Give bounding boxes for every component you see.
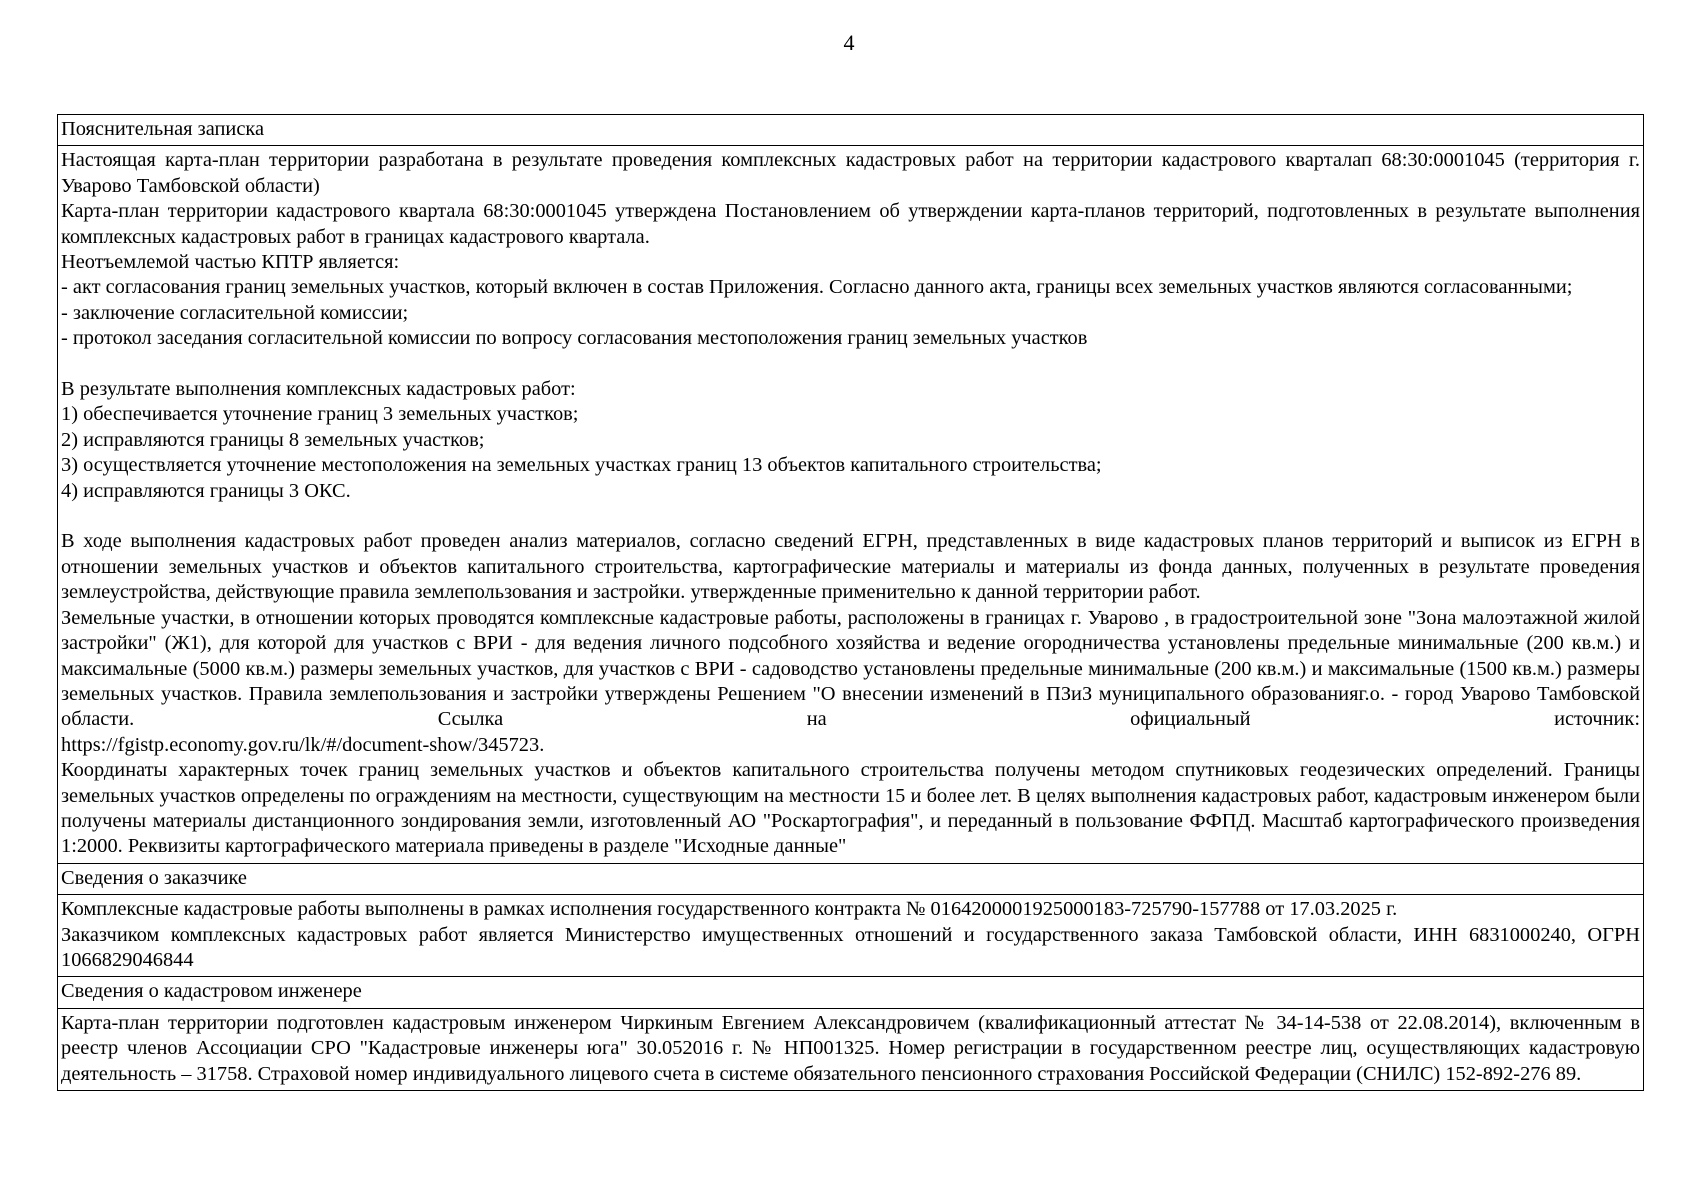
section-title-engineer: Сведения о кадастровом инженере: [61, 980, 362, 1003]
section-title-explanatory: Пояснительная записка: [61, 118, 265, 140]
paragraph: Координаты характерных точек границ земельных участков и объектов капитального строительства получены методом спутниковых геодезических определений. Границы земельных участков определены по ограждениям на местности, существующим на местности 15 и более лет. В целях выполнения кадастровых работ, кадастровым инженером были получены материалы дистанционного зондирования земли, изготовленный АО "Роскартография", и переданный в пользование ФФПД. Масштаб картографического произведения 1:2000. Реквизиты картографического материала приведены в разделе "Исходные данные": [61, 759, 1640, 858]
engineer-body-cell: [58, 1008, 1643, 1090]
paragraph: Карта-план территории кадастрового квартала 68:30:0001045 утверждена Постановлением об утверждении карта-планов территорий, подготовленных в результате выполнения комплексных кадастровых работ в границах кадастрового квартала.: [61, 200, 1640, 248]
customer-body-cell: [58, 894, 1643, 976]
paragraph: - акт согласования границ земельных участков, который включен в состав Приложения. Согласно данного акта, границы всех земельных участков являются согласованными;: [61, 276, 1573, 299]
list-item: 3) осуществляется уточнение местоположения на земельных участках границ 13 объектов капитального строительства;: [61, 454, 1102, 477]
list-item: 2) исправляются границы 8 земельных участков;: [61, 428, 485, 451]
paragraph: - заключение согласительной комиссии;: [61, 301, 409, 324]
customer-header-cell: [58, 863, 1643, 894]
section-title-customer: Сведения о заказчике: [61, 866, 247, 889]
blank-line: [61, 504, 1640, 529]
explanatory-header-cell: [58, 115, 1643, 145]
source-link-text: https://fgistp.economy.gov.ru/lk/#/document-show/345723.: [61, 733, 545, 756]
blank-line: [61, 352, 1640, 377]
paragraph: - протокол заседания согласительной комиссии по вопросу согласования местоположения границ земельных участков: [61, 327, 1088, 350]
paragraph: Настоящая карта-план территории разработана в результате проведения комплексных кадастровых работ на территории кадастрового кварталап 68:30:0001045 (территория г. Уварово Тамбовской области): [61, 149, 1640, 197]
paragraph: В ходе выполнения кадастровых работ проведен анализ материалов, согласно сведений ЕГРН, представленных в виде кадастровых планов территорий и выписок из ЕГРН в отношении земельных участков и объектов капитального строительства, картографические материалы и материалы из фонда данных, полученных в результате проведения землеустройства, действующие правила землепользования и застройки. утвержденные применительно к данной территории работ.: [61, 530, 1640, 604]
paragraph: В результате выполнения комплексных кадастровых работ:: [61, 378, 576, 401]
page-number: 4: [843, 30, 855, 55]
engineer-header-cell: [58, 976, 1643, 1007]
paragraph: Земельные участки, в отношении которых проводятся комплексные кадастровые работы, расположены в границах г. Уварово , в градостроительной зоне "Зона малоэтажной жилой застройки" (Ж1), для которой для участков с ВРИ - для ведения личного подсобного хозяйства и ведение огородничества установлены предельные минимальные (200 кв.м.) и максимальные (5000 кв.м.) размеры земельных участков, для участков с ВРИ - садоводство установлены предельные минимальные (200 кв.м.) и максимальные (1500 кв.м.) размеры земельных участков. Правила землепользования и застройки утверждены Решением "О внесении изменений в ПЗиЗ муниципального образованияг.о. - город Уварово Тамбовской области. Ссылка на официальный источник:: [61, 606, 1640, 731]
paragraph: Заказчиком комплексных кадастровых работ является Министерство имущественных отношений и государственного заказа Тамбовской области, ИНН 6831000240, ОГРН 1066829046844: [61, 923, 1640, 971]
paragraph: Карта-план территории подготовлен кадастровым инженером Чиркиным Евгением Александровичем (квалификационный аттестат № 34-14-538 от 22.08.2014), включенным в реестр членов Ассоциации СРО "Кадастровые инженеры юга" 30.052016 г. № НП001325. Номер регистрации в государственном реестре лиц, осуществляющих кадастровую деятельность – 31758. Страховой номер индивидуального лицевого счета в системе обязательного пенсионного страхования Российской Федерации (СНИЛС) 152-892-276 89.: [61, 1011, 1640, 1085]
document-table: [57, 114, 1644, 1091]
list-item: 1) обеспечивается уточнение границ 3 земельных участков;: [61, 403, 579, 426]
paragraph: Комплексные кадастровые работы выполнены в рамках исполнения государственного контракта № 0164200001925000183-725790-157788 от 17.03.2025 г.: [61, 898, 1398, 921]
paragraph: Неотъемлемой частью КПТР является:: [61, 251, 400, 274]
list-item: 4) исправляются границы 3 ОКС.: [61, 479, 351, 502]
explanatory-body-cell: [58, 145, 1643, 862]
